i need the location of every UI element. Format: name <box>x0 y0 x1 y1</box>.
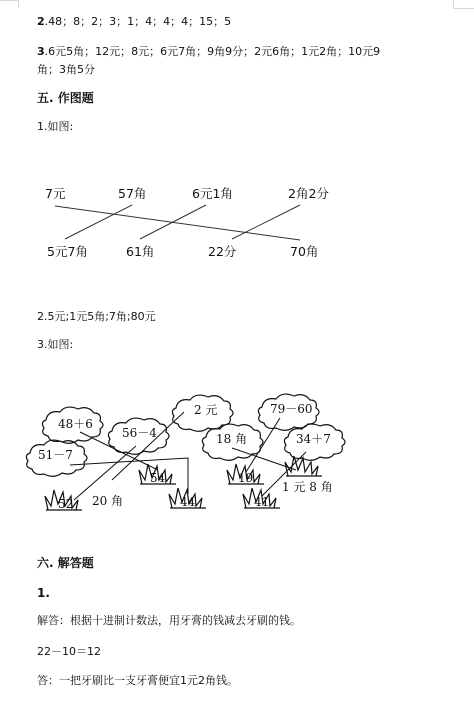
cloud-label: 34＋7 <box>296 432 331 446</box>
match-line <box>246 418 280 472</box>
equation: 22－10＝12 <box>37 645 101 658</box>
diagram1-top-label: 6元1角 <box>192 186 233 201</box>
loose-label: 1 元 8 角 <box>282 480 333 494</box>
diagram1-top-label: 2角2分 <box>288 186 329 201</box>
cloud-label: 56－4 <box>122 426 157 440</box>
diagram1-top-label: 7元 <box>45 186 66 201</box>
diagram1-bottom-label: 70角 <box>290 244 319 259</box>
answer-3-line-1: 3.6元5角；12元；8元；6元7角；9角9分；2元6角；1元2角；10元9 <box>37 45 381 58</box>
diagram1-bottom-label: 5元7角 <box>47 244 88 259</box>
answer-3-line-2: 角；3角5分 <box>37 63 95 76</box>
diagram1-top-label: 57角 <box>118 186 147 201</box>
diagram1-bottom-label: 61角 <box>126 244 155 259</box>
answer-q2: 2.5元;1元5角;7角;80元 <box>37 310 156 323</box>
grass-label: 54 <box>150 471 166 485</box>
cloud-label: 2 元 <box>194 403 218 417</box>
diagram1-bottom-label: 22分 <box>208 244 237 259</box>
grass-label: 19 <box>238 471 254 485</box>
cloud-label: 48＋6 <box>58 417 93 431</box>
cloud-label: 51－7 <box>38 448 73 462</box>
loose-label: 20 角 <box>92 494 124 508</box>
cloud-label: 18 角 <box>216 432 248 446</box>
question-3-label: 3.如图: <box>37 338 74 351</box>
question-1-label: 1.如图: <box>37 120 74 133</box>
grass-label: 44 <box>180 495 196 509</box>
solution-text: 解答：根据十进制计数法，用牙膏的钱减去牙刷的钱。 <box>37 614 301 627</box>
grass-label: 41 <box>254 495 270 509</box>
section-6-question-1: 1. <box>37 586 50 600</box>
cloud-label: 79－60 <box>270 402 313 416</box>
final-answer: 答：一把牙刷比一支牙膏便宜1元2角钱。 <box>37 674 238 687</box>
section-6-heading: 六. 解答题 <box>37 556 94 570</box>
grass-label: 52 <box>58 497 74 511</box>
answer-2: 2.48；8；2；3；1；4；4；4；15；5 <box>37 15 232 28</box>
match-line <box>74 446 136 500</box>
section-5-heading: 五. 作图题 <box>37 91 94 105</box>
